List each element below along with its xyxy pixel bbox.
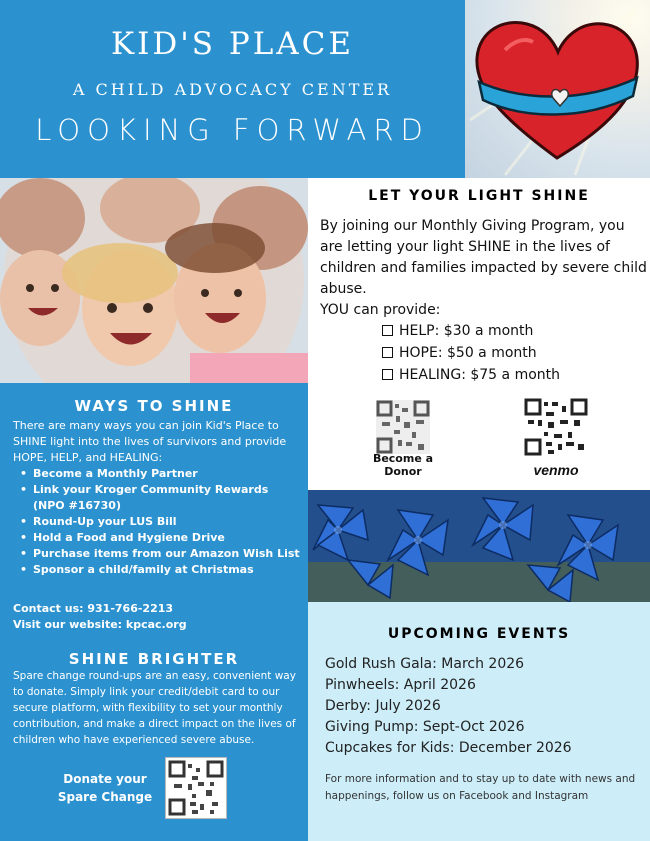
upcoming-events-panel	[308, 602, 650, 841]
list-item: • Hold a Food and Hygiene Drive	[33, 530, 303, 546]
option-help[interactable]	[382, 323, 533, 339]
tagline: LOOKING FORWARD	[35, 113, 430, 147]
event-item: Cupcakes for Kids: December 2026	[325, 740, 572, 756]
event-item: Derby: July 2026	[325, 698, 441, 714]
contact-phone[interactable]: Contact us: 931-766-2213	[13, 602, 174, 615]
shine-paragraph	[320, 216, 648, 321]
brighter-heading: SHINE BRIGHTER	[68, 650, 240, 668]
event-item: Giving Pump: Sept-Oct 2026	[325, 719, 525, 735]
option-hope[interactable]	[382, 345, 537, 361]
event-item: Gold Rush Gala: March 2026	[325, 656, 525, 672]
checkbox[interactable]	[382, 369, 393, 380]
option-label: HELP: $30 a month	[399, 323, 534, 339]
ways-list	[33, 466, 303, 578]
become-donor-qr[interactable]	[358, 396, 448, 482]
org-title: KID'S PLACE	[110, 26, 355, 62]
events-heading: UPCOMING EVENTS	[387, 626, 571, 642]
event-item: Pinwheels: April 2026	[325, 677, 476, 693]
header-banner	[0, 0, 465, 178]
venmo-qr[interactable]	[510, 396, 602, 482]
qr-code-icon	[166, 758, 226, 818]
option-label: HEALING: $75 a month	[399, 367, 561, 383]
option-label: HOPE: $50 a month	[399, 345, 537, 361]
shine-heading: LET YOUR LIGHT SHINE	[368, 188, 590, 204]
children-photo	[0, 178, 308, 383]
list-item: • Become a Monthly Partner	[33, 466, 303, 482]
ways-to-shine-panel	[0, 383, 308, 841]
org-subtitle: A CHILD ADVOCACY CENTER	[72, 80, 393, 99]
brighter-paragraph: Spare change round-ups are an easy, convenient way to donate. Simply link your credit/debit card to our secure platform, with flexibility to set your monthly contribution, and make a direct impact on the lives of children who have experienced severe abuse.	[13, 670, 296, 746]
list-item: • Sponsor a child/family at Christmas	[33, 562, 303, 578]
pinwheels-photo	[308, 490, 650, 602]
donate-label: Donate your Spare Change	[57, 772, 153, 804]
list-item: • Purchase items from our Amazon Wish List	[33, 546, 303, 562]
spare-change-qr[interactable]	[165, 757, 227, 819]
provide-text: YOU can provide:	[320, 302, 441, 318]
heart-icon	[465, 0, 650, 178]
heart-image	[465, 0, 650, 178]
shine-text: By joining our Monthly Giving Program, you are letting your light SHINE in the lives of children and families impacted by severe child abuse.	[320, 218, 647, 297]
qr-venmo-label: venmo	[533, 462, 579, 478]
option-healing[interactable]	[382, 367, 560, 383]
checkbox[interactable]	[382, 347, 393, 358]
ways-intro: There are many ways you can join Kid's Place to SHINE light into the lives of survivors and provide HOPE, HELP, and HEALING:	[13, 419, 287, 464]
website-link[interactable]: Visit our website: kpcac.org	[13, 618, 187, 631]
qr-donor-label: Become a Donor	[372, 452, 434, 478]
social-info: For more information and to stay up to date with news and happenings, follow us on Facebook and Instagram	[325, 773, 636, 802]
list-item: • Round-Up your LUS Bill	[33, 514, 303, 530]
checkbox[interactable]	[382, 325, 393, 336]
list-item: • Link your Kroger Community Rewards (NPO #16730)	[33, 482, 303, 514]
let-your-light-shine-panel	[308, 178, 650, 490]
qr-code-icon	[510, 396, 602, 460]
ways-heading: WAYS TO SHINE	[74, 397, 234, 415]
qr-code-icon	[358, 396, 448, 460]
